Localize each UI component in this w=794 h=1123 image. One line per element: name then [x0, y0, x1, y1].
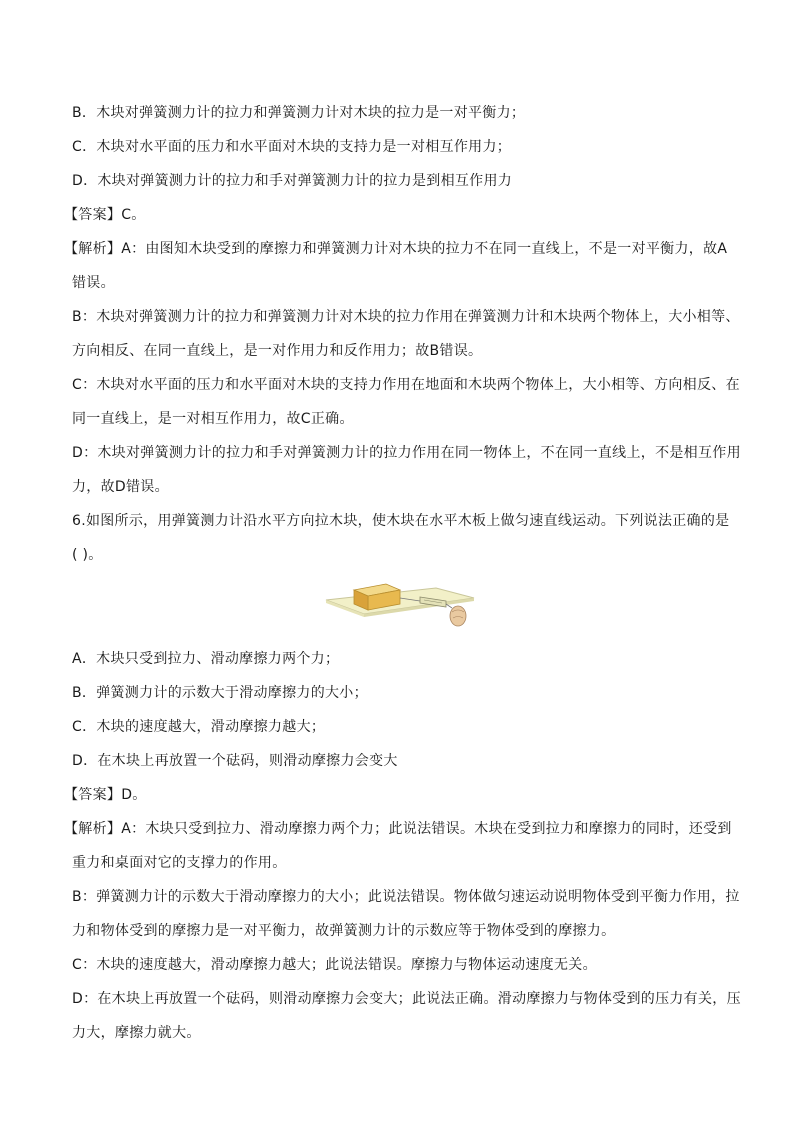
spring-scale-block-illustration: [324, 576, 476, 638]
analysis-q5-b: B：木块对弹簧测力计的拉力和弹簧测力计对木块的拉力作用在弹簧测力计和木块两个物体上，大小相等、: [72, 309, 740, 325]
analysis-q5-a: 【解析】A：由图知木块受到的摩擦力和弹簧测力计对木块的拉力不在同一直线上，不是一对平衡力，故A: [64, 241, 728, 257]
analysis-q5-b-cont: 方向相反、在同一直线上，是一对作用力和反作用力；故B错误。: [72, 343, 483, 359]
analysis-q6-c: C：木块的速度越大，滑动摩擦力越大；此说法错误。摩擦力与物体运动速度无关。: [72, 957, 597, 973]
analysis-q6-a-cont: 重力和桌面对它的支撑力的作用。: [72, 855, 287, 871]
analysis-q6-d: D：在木块上再放置一个砝码，则滑动摩擦力会变大；此说法正确。滑动摩擦力与物体受到的压力有关，压: [72, 991, 741, 1007]
analysis-q5-c-cont: 同一直线上，是一对相互作用力，故C正确。: [72, 411, 354, 427]
answer-q6: 【答案】D。: [64, 787, 147, 803]
analysis-q5-d: D：木块对弹簧测力计的拉力和手对弹簧测力计的拉力作用在同一物体上，不在同一直线上，不是相互作用: [72, 445, 741, 461]
option-c-q5: C．木块对水平面的压力和水平面对木块的支持力是一对相互作用力；: [72, 139, 512, 155]
analysis-q5-d-cont: 力，故D错误。: [72, 479, 169, 495]
question-6-blank: ( )。: [72, 547, 103, 563]
option-c-q6: C．木块的速度越大，滑动摩擦力越大；: [72, 719, 326, 735]
option-d-q5: D．木块对弹簧测力计的拉力和手对弹簧测力计的拉力是到相互作用力: [72, 173, 513, 189]
option-a-q6: A．木块只受到拉力、滑动摩擦力两个力；: [72, 651, 340, 667]
hand: [450, 606, 466, 626]
answer-q5: 【答案】C。: [64, 207, 146, 223]
figure-area: [72, 572, 724, 642]
analysis-q5-c: C：木块对水平面的压力和水平面对木块的支持力作用在地面和木块两个物体上，大小相等、方向相反、在: [72, 377, 740, 393]
option-d-q6: D．在木块上再放置一个砝码，则滑动摩擦力会变大: [72, 753, 398, 769]
analysis-q6-b-cont: 力和物体受到的摩擦力是一对平衡力，故弹簧测力计的示数应等于物体受到的摩擦力。: [72, 923, 616, 939]
document-page: [64, 96, 741, 1050]
analysis-q6-a: 【解析】A：木块只受到拉力、滑动摩擦力两个力；此说法错误。木块在受到拉力和摩擦力的同时，还受到: [64, 821, 732, 837]
analysis-q6-b: B：弹簧测力计的示数大于滑动摩擦力的大小；此说法错误。物体做匀速运动说明物体受到平衡力作用，拉: [72, 889, 740, 905]
analysis-q5-a-cont: 错误。: [72, 275, 115, 291]
option-b-q5: B．木块对弹簧测力计的拉力和弹簧测力计对木块的拉力是一对平衡力；: [72, 105, 526, 121]
question-6-stem: 6.如图所示，用弹簧测力计沿水平方向拉木块，使木块在水平木板上做匀速直线运动。下列说法正确的是: [72, 513, 730, 529]
option-b-q6: B．弹簧测力计的示数大于滑动摩擦力的大小；: [72, 685, 368, 701]
analysis-q6-d-cont: 力大，摩擦力就大。: [72, 1025, 201, 1041]
